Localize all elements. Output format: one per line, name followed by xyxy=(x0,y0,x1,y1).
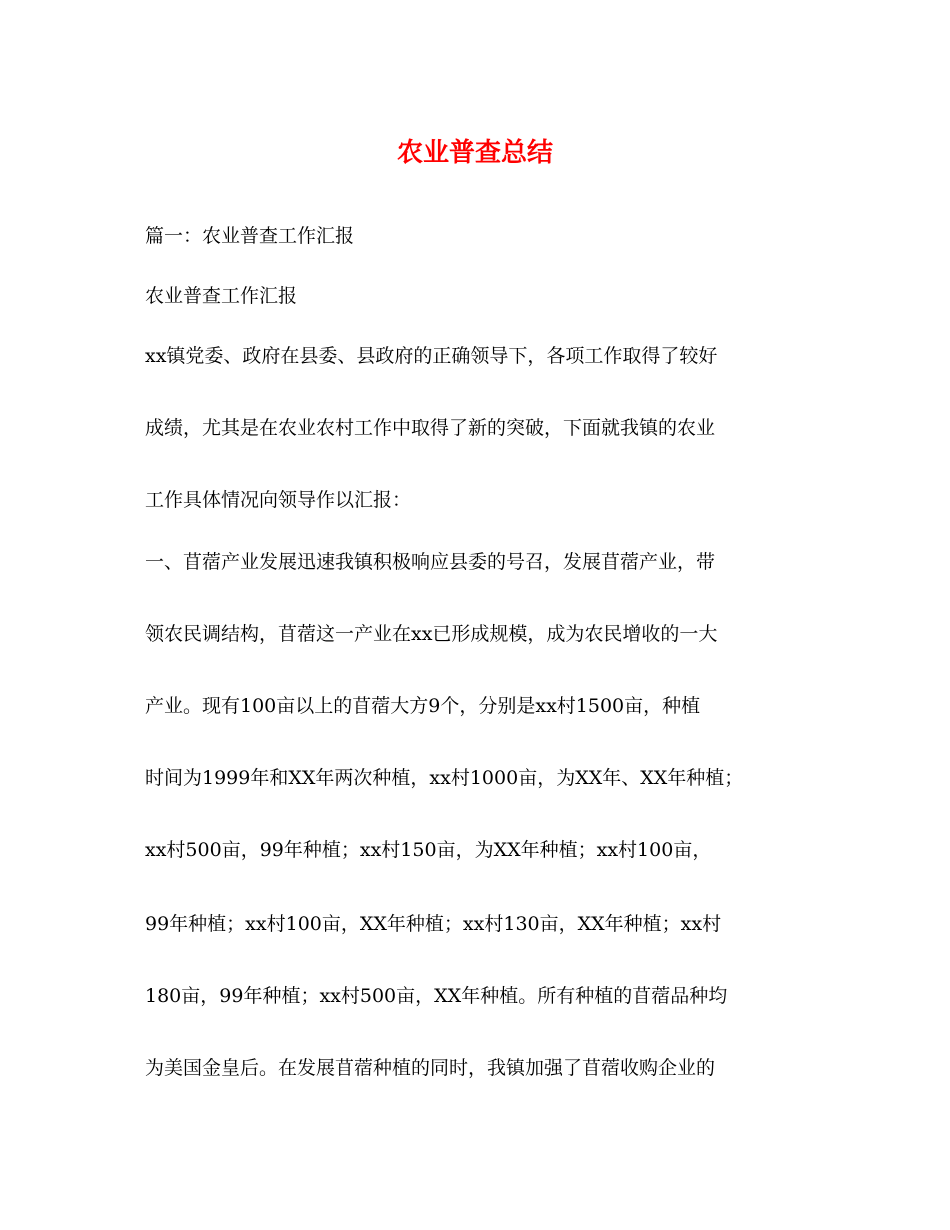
body-line-9: 99年种植；xx村100亩，XX年种植；xx村130亩，XX年种植；xx村 xyxy=(145,913,722,935)
document-title: 农业普查总结 xyxy=(396,138,553,168)
body-line-2: 成绩，尤其是在农业农村工作中取得了新的突破，下面就我镇的农业 xyxy=(145,417,716,439)
body-line-3: 工作具体情况向领导作以汇报： xyxy=(145,489,412,511)
section-heading: 篇一：农业普查工作汇报 xyxy=(145,225,355,247)
body-line-1: xx镇党委、政府在县委、县政府的正确领导下，各项工作取得了较好 xyxy=(145,345,718,367)
body-line-10: 180亩，99年种植；xx村500亩，XX年种植。所有种植的苜蓿品种均 xyxy=(145,985,728,1007)
report-heading: 农业普查工作汇报 xyxy=(145,285,298,307)
body-line-4: 一、苜蓿产业发展迅速我镇积极响应县委的号召，发展苜蓿产业，带 xyxy=(145,551,716,573)
body-line-11: 为美国金皇后。在发展苜蓿种植的同时，我镇加强了苜蓿收购企业的 xyxy=(145,1057,716,1079)
body-line-6: 产业。现有100亩以上的苜蓿大方9个，分别是xx村1500亩，种植 xyxy=(145,695,701,717)
body-line-8: xx村500亩，99年种植；xx村150亩，为XX年种植；xx村100亩， xyxy=(145,839,712,861)
body-line-7: 时间为1999年和XX年两次种植，xx村1000亩，为XX年、XX年种植； xyxy=(145,767,744,789)
body-line-5: 领农民调结构，苜蓿这一产业在xx已形成规模，成为农民增收的一大 xyxy=(145,623,718,645)
